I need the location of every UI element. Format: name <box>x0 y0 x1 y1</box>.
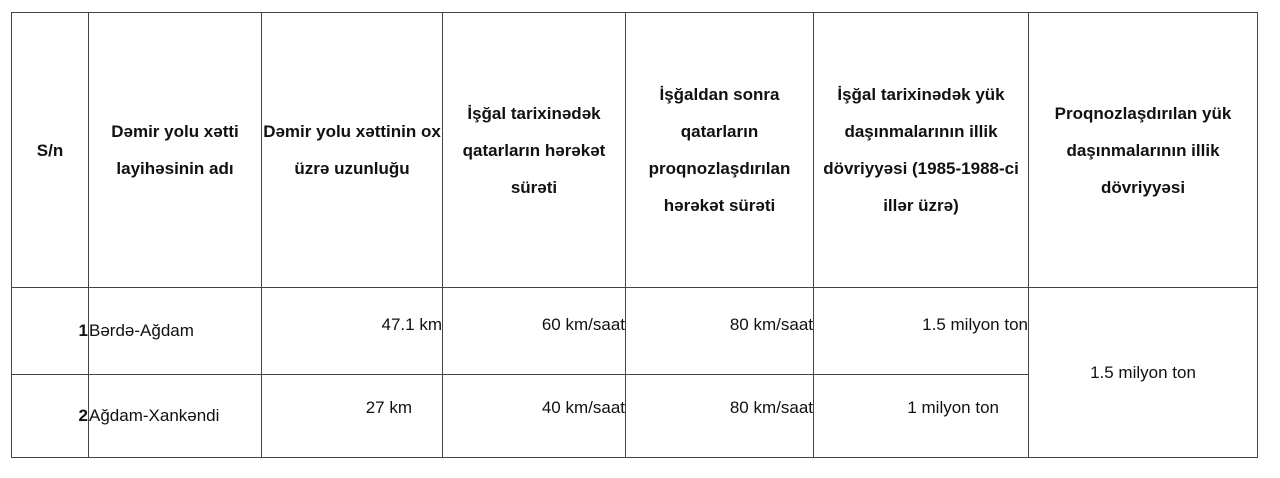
header-forecast-turnover: Proqnozlaşdırılan yük daşınmalarının illik dövriyyəsi <box>1029 13 1258 288</box>
line-length: 47.1 km <box>262 288 443 375</box>
line-name: Bərdə-Ağdam <box>89 288 262 375</box>
row-number: 2 <box>12 375 89 458</box>
forecast-turnover: 1.5 milyon ton <box>1029 288 1258 458</box>
row-number: 1 <box>12 288 89 375</box>
header-speed-after: İşğaldan sonra qatarların proqnozlaşdırılan hərəkət sürəti <box>626 13 814 288</box>
header-length: Dəmir yolu xəttinin ox üzrə uzunluğu <box>262 13 443 288</box>
turnover-before: 1 milyon ton <box>814 375 1029 458</box>
header-line-name: Dəmir yolu xətti layihəsinin adı <box>89 13 262 288</box>
header-speed-before: İşğal tarixinədək qatarların hərəkət sürəti <box>443 13 626 288</box>
railway-projects-table <box>11 12 1258 458</box>
header-row <box>12 13 1258 288</box>
speed-after: 80 km/saat <box>626 375 814 458</box>
header-sn: S/n <box>12 13 89 288</box>
header-turnover-before: İşğal tarixinədək yük daşınmalarının illik dövriyyəsi (1985-1988-ci illər üzrə) <box>814 13 1029 288</box>
table-row <box>12 288 1258 375</box>
speed-before: 40 km/saat <box>443 375 626 458</box>
line-length: 27 km <box>262 375 443 458</box>
speed-after: 80 km/saat <box>626 288 814 375</box>
turnover-before: 1.5 milyon ton <box>814 288 1029 375</box>
line-name: Ağdam-Xankəndi <box>89 375 262 458</box>
speed-before: 60 km/saat <box>443 288 626 375</box>
